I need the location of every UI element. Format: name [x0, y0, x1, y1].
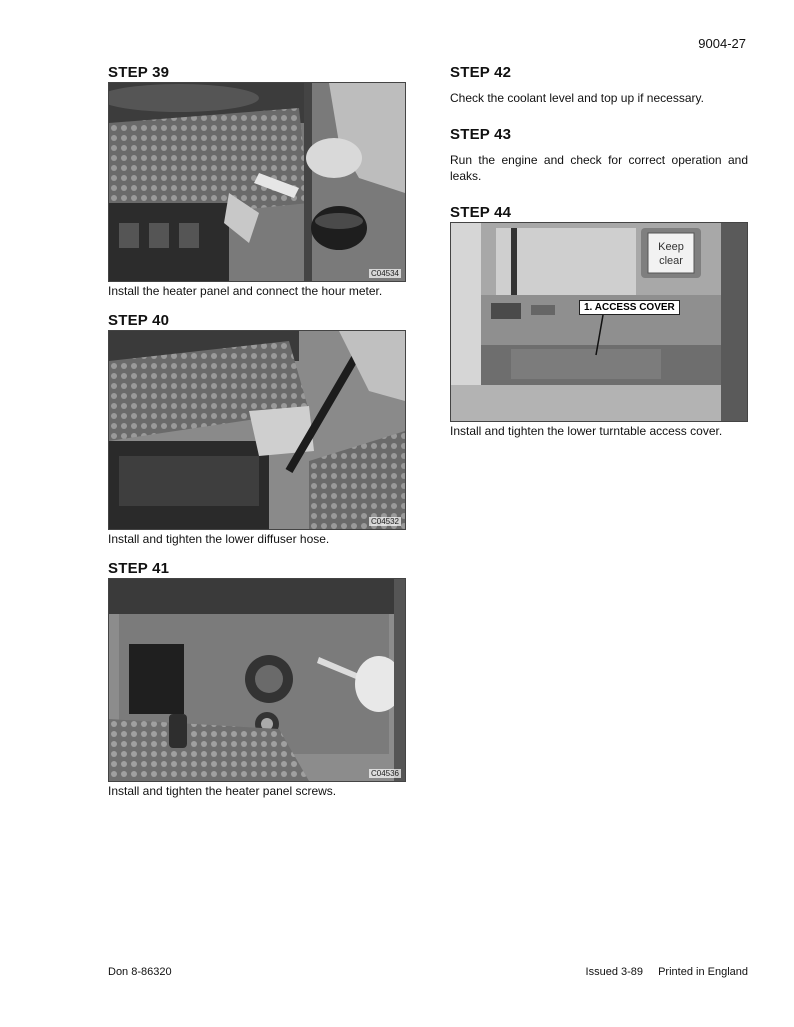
step-40-section	[108, 312, 406, 547]
footer-issue-info	[586, 966, 748, 978]
step-39-heading: STEP 39	[108, 64, 170, 81]
heater-panel-screws-illustration	[109, 579, 405, 781]
step-42-heading: STEP 42	[450, 64, 512, 81]
step-39-photo	[108, 82, 406, 282]
footer-issued: Issued 3-89	[585, 966, 644, 978]
step-39-photo-code: C04534	[370, 269, 399, 278]
step-40-caption: Install and tighten the lower diffuser hose.	[108, 532, 330, 546]
step-44-caption: Install and tighten the lower turntable access cover.	[450, 424, 723, 438]
footer-printed: Printed in England	[658, 966, 748, 978]
footer-doc-number: Don 8-86320	[108, 966, 172, 978]
step-43-heading: STEP 43	[450, 126, 512, 143]
step-40-photo-code: C04532	[370, 517, 399, 526]
step-41-photo	[108, 578, 406, 782]
step-40-heading: STEP 40	[108, 312, 170, 329]
step-44-section	[450, 204, 748, 439]
step-42-text: Check the coolant level and top up if necessary.	[450, 91, 704, 105]
page-number: 9004-27	[698, 36, 746, 51]
step-41-caption: Install and tighten the heater panel screws.	[108, 784, 337, 798]
access-cover-callout: 1. ACCESS COVER	[579, 300, 680, 315]
step-42-section	[450, 64, 748, 106]
step-39-section	[108, 64, 406, 299]
step-43-section	[450, 126, 748, 184]
step-41-section	[108, 560, 406, 799]
step-41-photo-code: C04536	[370, 769, 399, 778]
step-44-heading: STEP 44	[450, 204, 512, 221]
step-44-photo	[450, 222, 748, 422]
sign-line-1: Keep	[658, 241, 684, 253]
step-43-text: Run the engine and check for correct operation and leaks.	[450, 153, 748, 183]
sign-line-2: clear	[659, 255, 683, 267]
turntable-access-cover-illustration	[451, 223, 747, 421]
step-40-photo	[108, 330, 406, 530]
step-41-heading: STEP 41	[108, 560, 170, 577]
step-39-caption: Install the heater panel and connect the hour meter.	[108, 284, 383, 298]
lower-diffuser-hose-illustration	[109, 331, 405, 529]
heater-panel-hour-meter-illustration	[109, 83, 405, 281]
